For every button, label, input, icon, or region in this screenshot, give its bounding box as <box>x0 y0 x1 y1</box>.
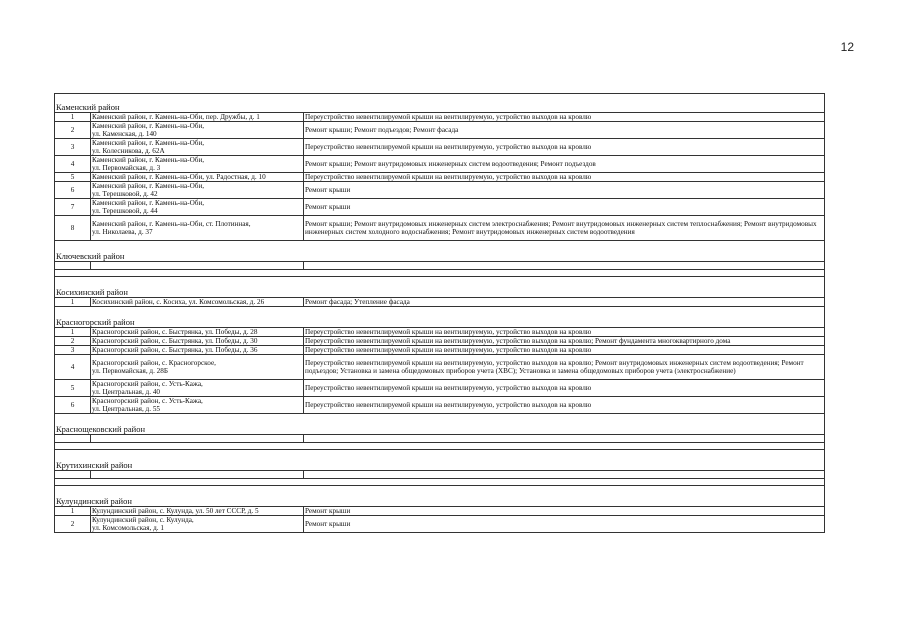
row-number: 5 <box>55 380 91 397</box>
district-name: Красногорский район <box>55 307 825 328</box>
district-name: Каменский район <box>55 94 825 113</box>
district-header <box>55 307 825 328</box>
row-address: Красногорский район, с. Усть-Кажа, ул. Центральная, д. 55 <box>91 397 304 414</box>
row-address: Каменский район, г. Камень-на-Оби, ст. Плотинная, ул. Николаева, д. 37 <box>91 216 304 241</box>
empty-row <box>55 479 825 486</box>
district-header <box>55 450 825 471</box>
empty-row <box>55 262 825 270</box>
row-address: Каменский район, г. Камень-на-Оби, ул. Каменская, д. 140 <box>91 122 304 139</box>
district-name: Кулундинский район <box>55 486 825 507</box>
table-row <box>55 328 825 337</box>
row-number: 3 <box>55 139 91 156</box>
row-works: Ремонт крыши <box>304 199 825 216</box>
table-row <box>55 298 825 307</box>
row-address: Каменский район, г. Камень-на-Оби, ул. Терешковой, д. 44 <box>91 199 304 216</box>
row-works: Ремонт крыши <box>304 182 825 199</box>
row-address: Красногорский район, с. Быстрянка, ул. Победы, д. 30 <box>91 337 304 346</box>
table-row <box>55 113 825 122</box>
district-name: Ключевский район <box>55 241 825 262</box>
row-works: Ремонт фасада; Утепление фасада <box>304 298 825 307</box>
row-address: Красногорский район, с. Усть-Кажа, ул. Центральная, д. 40 <box>91 380 304 397</box>
row-number: 1 <box>55 328 91 337</box>
document-sheet <box>54 93 824 533</box>
row-works: Ремонт крыши <box>304 516 825 533</box>
row-number: 2 <box>55 337 91 346</box>
district-header <box>55 486 825 507</box>
district-header <box>55 241 825 262</box>
table-row <box>55 139 825 156</box>
empty-row <box>55 270 825 277</box>
table-row <box>55 355 825 380</box>
district-name: Краснощековский район <box>55 414 825 435</box>
table-row <box>55 122 825 139</box>
row-number: 2 <box>55 122 91 139</box>
table-row <box>55 507 825 516</box>
row-address: Красногорский район, с. Быстрянка, ул. Победы, д. 28 <box>91 328 304 337</box>
row-works: Переустройство невентилируемой крыши на вентилируемую, устройство выходов на кровлю <box>304 139 825 156</box>
row-address: Кулундинский район, с. Кулунда, ул. Комсомольская, д. 1 <box>91 516 304 533</box>
table-row <box>55 516 825 533</box>
row-works: Переустройство невентилируемой крыши на вентилируемую, устройство выходов на кровлю; Ремонт внутридомовых инженерных систем водоотведения; Ремонт подъездов; Установка и замена общедомовых приборов учета (ХВС); Установка и замена общедомовых приборов учета (электроснабжение) <box>304 355 825 380</box>
row-number: 2 <box>55 516 91 533</box>
district-name: Косихинский район <box>55 277 825 298</box>
row-number: 1 <box>55 298 91 307</box>
row-address: Кулундинский район, с. Кулунда, ул. 50 лет СССР, д. 5 <box>91 507 304 516</box>
row-number: 8 <box>55 216 91 241</box>
row-number: 7 <box>55 199 91 216</box>
row-number: 6 <box>55 182 91 199</box>
row-works: Ремонт крыши; Ремонт внутридомовых инженерных систем электроснабжения; Ремонт внутридомовых инженерных систем теплоснабжения; Ремонт внутридомовых инженерных систем холодного водоснабжения; Ремонт внутридомовых инженерных систем водоотведения <box>304 216 825 241</box>
district-header <box>55 414 825 435</box>
district-header <box>55 94 825 113</box>
row-number: 3 <box>55 346 91 355</box>
row-number: 4 <box>55 355 91 380</box>
row-works: Ремонт крыши; Ремонт внутридомовых инженерных систем водоотведения; Ремонт подъездов <box>304 156 825 173</box>
table-row <box>55 346 825 355</box>
page-number: 12 <box>840 40 854 54</box>
district-header <box>55 277 825 298</box>
row-number: 6 <box>55 397 91 414</box>
row-address: Каменский район, г. Камень-на-Оби, ул. Терешковой, д. 42 <box>91 182 304 199</box>
row-works: Переустройство невентилируемой крыши на вентилируемую, устройство выходов на кровлю; Ремонт фундамента многоквартирного дома <box>304 337 825 346</box>
table-row <box>55 397 825 414</box>
row-works: Ремонт крыши; Ремонт подъездов; Ремонт фасада <box>304 122 825 139</box>
row-number: 1 <box>55 507 91 516</box>
empty-row <box>55 471 825 479</box>
table-row <box>55 337 825 346</box>
row-works: Переустройство невентилируемой крыши на вентилируемую, устройство выходов на кровлю <box>304 113 825 122</box>
empty-row <box>55 435 825 443</box>
row-works: Переустройство невентилируемой крыши на вентилируемую, устройство выходов на кровлю <box>304 328 825 337</box>
table-row <box>55 380 825 397</box>
row-number: 1 <box>55 113 91 122</box>
row-address: Красногорский район, с. Быстрянка, ул. Победы, д. 36 <box>91 346 304 355</box>
row-address: Каменский район, г. Камень-на-Оби, ул. Радостная, д. 10 <box>91 173 304 182</box>
repair-plan-table <box>54 93 825 533</box>
empty-row <box>55 443 825 450</box>
row-address: Косихинский район, с. Косиха, ул. Комсомольская, д. 26 <box>91 298 304 307</box>
table-row <box>55 216 825 241</box>
row-number: 5 <box>55 173 91 182</box>
row-works: Переустройство невентилируемой крыши на вентилируемую, устройство выходов на кровлю <box>304 380 825 397</box>
table-row <box>55 156 825 173</box>
table-row <box>55 182 825 199</box>
row-address: Красногорский район, с. Красногорское, ул. Первомайская, д. 28Б <box>91 355 304 380</box>
row-address: Каменский район, г. Камень-на-Оби, ул. Колесникова, д. 62А <box>91 139 304 156</box>
row-address: Каменский район, г. Камень-на-Оби, ул. Первомайская, д. 3 <box>91 156 304 173</box>
row-number: 4 <box>55 156 91 173</box>
table-row <box>55 173 825 182</box>
row-works: Переустройство невентилируемой крыши на вентилируемую, устройство выходов на кровлю <box>304 346 825 355</box>
row-works: Ремонт крыши <box>304 507 825 516</box>
row-address: Каменский район, г. Камень-на-Оби, пер. Дружбы, д. 1 <box>91 113 304 122</box>
table-row <box>55 199 825 216</box>
row-works: Переустройство невентилируемой крыши на вентилируемую, устройство выходов на кровлю <box>304 397 825 414</box>
district-name: Крутихинский район <box>55 450 825 471</box>
row-works: Переустройство невентилируемой крыши на вентилируемую, устройство выходов на кровлю <box>304 173 825 182</box>
